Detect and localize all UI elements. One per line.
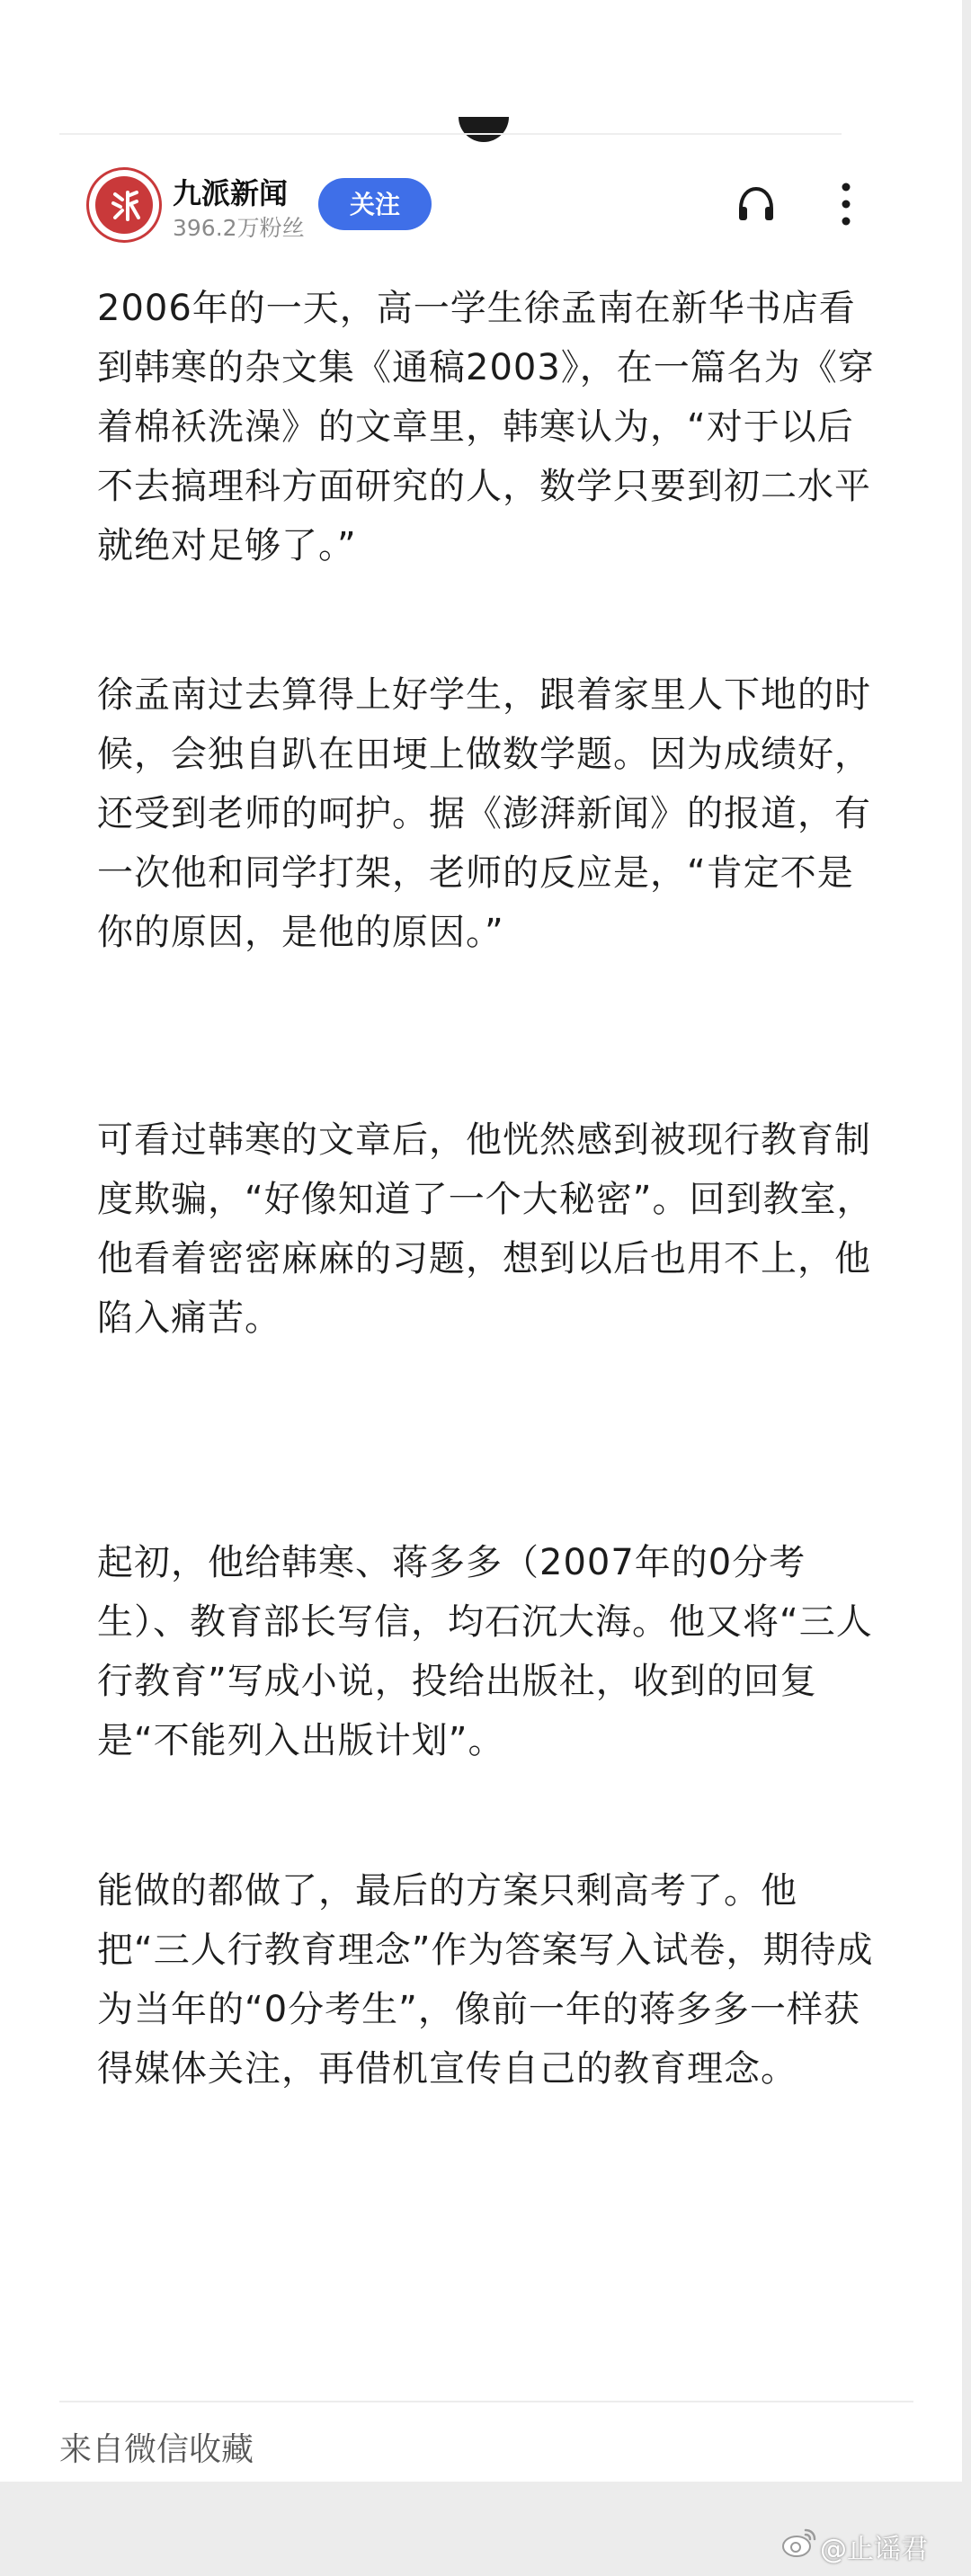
account-name[interactable]: 九派新闻 bbox=[173, 176, 289, 210]
follower-count: 396.2万粉丝 bbox=[173, 215, 305, 241]
avatar[interactable] bbox=[86, 167, 162, 243]
bottom-divider bbox=[59, 2401, 913, 2402]
article-paragraph: 2006年的一天，高一学生徐孟南在新华书店看到韩寒的杂文集《通稿2003》，在一篇名为《穿着棉袄洗澡》的文章里，韩寒认为，“对于以后不去搞理科方面研究的人，数学只要到初二水平就绝对足够了。” bbox=[97, 288, 875, 566]
more-vertical-icon[interactable] bbox=[833, 180, 860, 228]
jiupai-logo-icon bbox=[95, 176, 153, 234]
article-paragraph: 起初，他给韩寒、蒋多多（2007年的0分考生）、教育部长写信，均石沉大海。他又将“三人行教育”写成小说，投给出版社，收到的回复是“不能列入出版计划”。 bbox=[97, 1542, 873, 1761]
article-paragraph: 能做的都做了，最后的方案只剩高考了。他把“三人行教育理念”作为答案写入试卷，期待成为当年的“0分考生”，像前一年的蒋多多一样获得媒体关注，再借机宣传自己的教育理念。 bbox=[97, 1870, 874, 2090]
follow-button[interactable]: 关注 bbox=[318, 178, 432, 230]
article-paragraph: 可看过韩寒的文章后，他恍然感到被现行教育制度欺骗，“好像知道了一个大秘密”。回到教室，他看着密密麻麻的习题，想到以后也用不上，他陷入痛苦。 bbox=[97, 1119, 874, 1339]
weibo-logo-icon bbox=[780, 2525, 818, 2559]
source-label: 来自微信收藏 bbox=[59, 2431, 254, 2468]
watermark-text: @止谣君 bbox=[820, 2534, 928, 2565]
headphone-icon[interactable] bbox=[734, 182, 779, 227]
top-divider bbox=[59, 133, 842, 135]
author-header bbox=[0, 160, 962, 259]
article-paragraph: 徐孟南过去算得上好学生，跟着家里人下地的时候，会独自趴在田埂上做数学题。因为成绩好，还受到老师的呵护。据《澎湃新闻》的报道，有一次他和同学打架，老师的反应是，“肯定不是你的原因，是他的原因。” bbox=[97, 674, 871, 953]
status-notch bbox=[459, 117, 509, 142]
